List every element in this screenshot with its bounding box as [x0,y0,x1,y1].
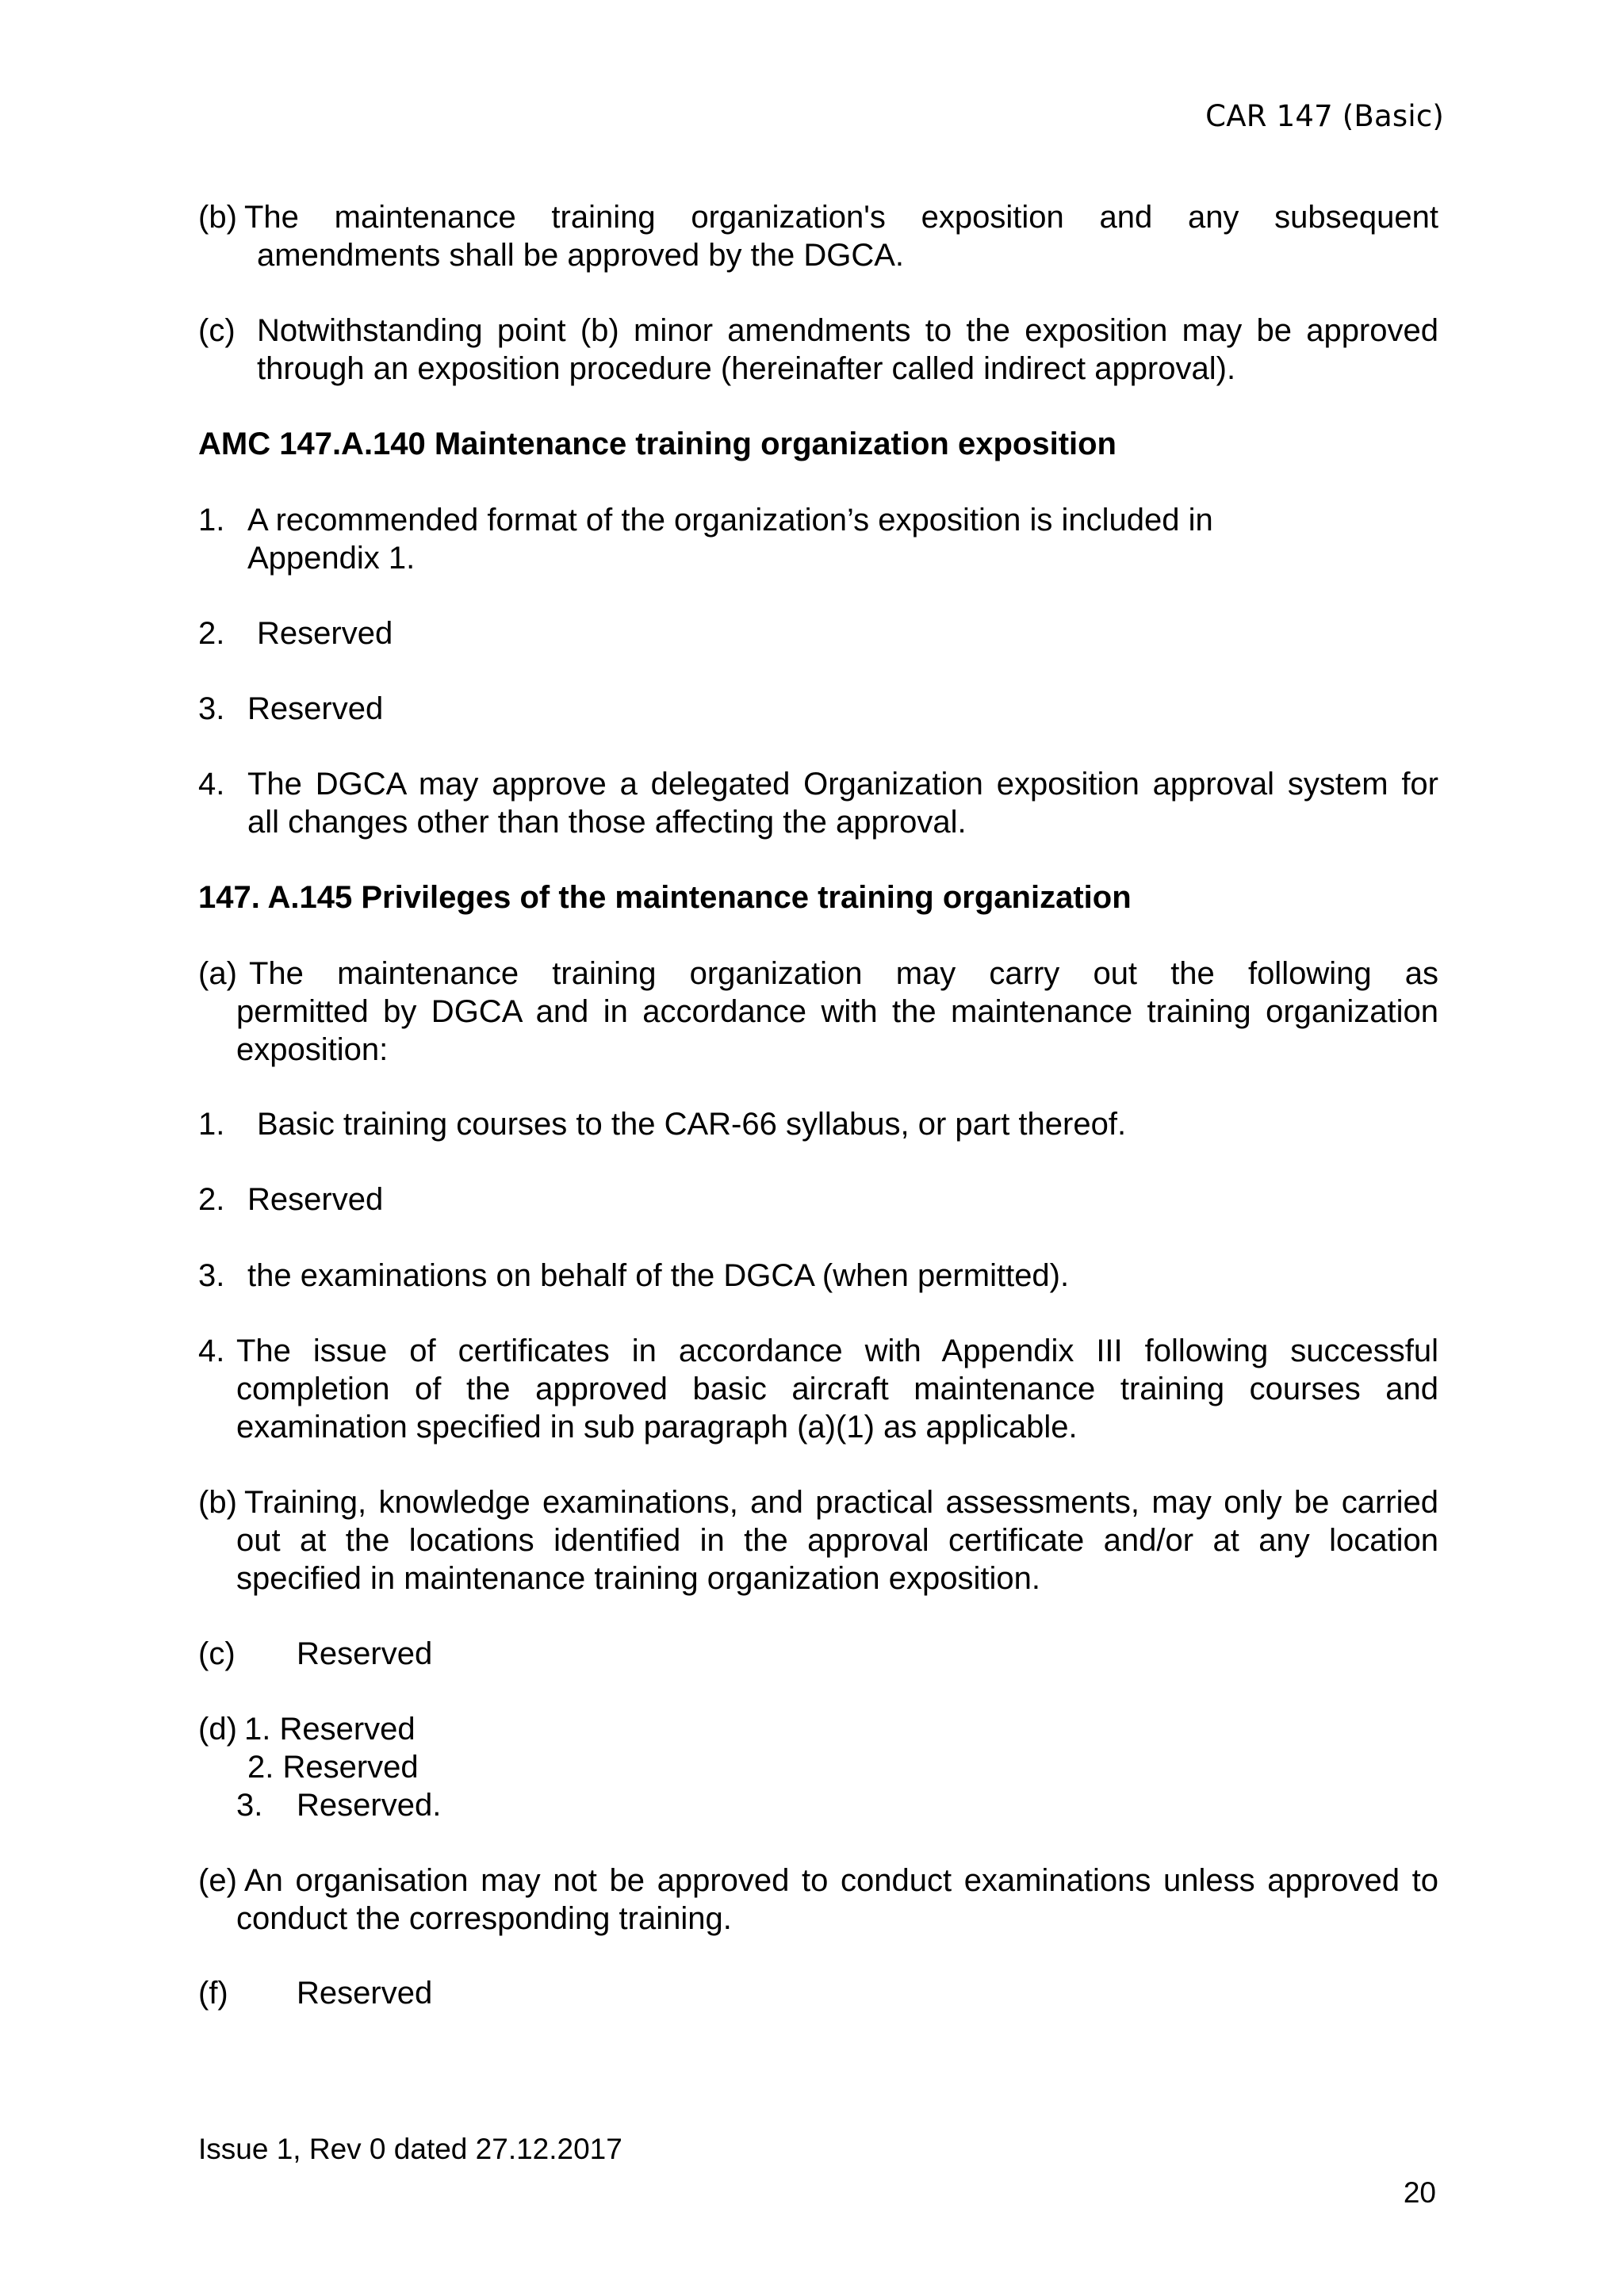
privilege-a [198,955,1438,1069]
list-line: Appendix 1. [247,541,416,576]
paragraph-line: Reserved [297,1976,433,2011]
privilege-item-3 [198,1257,1438,1295]
paragraph-b [198,198,1438,274]
privilege-item-4 [198,1332,1438,1446]
list-line: The DGCA may approve a delegated Organization exposition approval system for [247,767,1438,802]
list-number: 2. [198,616,225,651]
list-number: 4. [198,767,225,802]
paragraph-label: (c) [198,1636,236,1671]
list-line: Reserved [247,1182,384,1217]
list-line: completion of the approved basic aircraft maintenance training courses and [236,1372,1438,1406]
privilege-item-2 [198,1181,1438,1219]
amc-item-1 [198,501,1438,577]
privilege-f [198,1974,1438,2012]
document-header: CAR 147 (Basic) [1205,99,1444,133]
paragraph-label: (c) [198,313,236,348]
paragraph-line: exposition: [236,1032,389,1067]
amc-heading: AMC 147.A.140 Maintenance training organization exposition [198,427,1116,461]
privilege-b [198,1483,1438,1598]
list-line: Basic training courses to the CAR-66 syllabus, or part thereof. [257,1107,1127,1142]
list-line: A recommended format of the organization’s exposition is included in [247,503,1213,538]
privilege-d [198,1710,1438,1824]
paragraph-line: conduct the corresponding training. [236,1901,732,1936]
paragraph-line: Reserved [297,1636,433,1671]
sub-item: 2. Reserved [247,1750,419,1785]
list-number: 3. [198,1258,225,1293]
paragraph-line: amendments shall be approved by the DGCA. [257,238,904,273]
paragraph-c [198,312,1438,388]
amc-item-3 [198,690,1438,728]
list-line: all changes other than those affecting the approval. [247,805,967,840]
paragraph-line: Notwithstanding point (b) minor amendments to the exposition may be approved [257,313,1438,348]
privilege-c [198,1635,1438,1673]
paragraph-line: permitted by DGCA and in accordance with the maintenance training organization [236,994,1438,1029]
paragraph-label: (b) [198,200,237,235]
list-number: 4. [198,1334,225,1368]
list-number: 3. [198,691,225,726]
paragraph-label: (b) [198,1485,237,1520]
paragraph-label: (f) [198,1976,228,2011]
paragraph-line: through an exposition procedure (hereinafter called indirect approval). [257,351,1236,386]
amc-item-2 [198,614,1438,652]
sub-item: 1. Reserved [244,1712,416,1747]
paragraph-line: Training, knowledge examinations, and practical assessments, may only be carried [244,1485,1438,1520]
paragraph-line: out at the locations identified in the approval certificate and/or at any location [236,1523,1438,1558]
privilege-item-1 [198,1105,1438,1143]
paragraph-label: (d) [198,1712,237,1747]
list-number: 2. [198,1182,225,1217]
list-line: Reserved [247,691,384,726]
footer-issue: Issue 1, Rev 0 dated 27.12.2017 [198,2133,622,2165]
amc-item-4 [198,765,1438,841]
paragraph-line: An organisation may not be approved to conduct examinations unless approved to [244,1863,1438,1898]
paragraph-line: The maintenance training organization may carry out the following as [249,956,1438,991]
paragraph-label: (a) [198,956,237,991]
list-line: examination specified in sub paragraph (a)(1) as applicable. [236,1410,1078,1445]
sub-item: Reserved. [297,1788,442,1823]
sub-item-number: 3. [236,1788,263,1823]
list-number: 1. [198,503,225,538]
list-line: The issue of certificates in accordance with Appendix III following successful [236,1334,1438,1368]
privilege-e [198,1862,1438,1938]
list-number: 1. [198,1107,225,1142]
paragraph-line: specified in maintenance training organization exposition. [236,1561,1040,1596]
paragraph-label: (e) [198,1863,237,1898]
page-number: 20 [1403,2176,1436,2209]
list-line: the examinations on behalf of the DGCA (when permitted). [247,1258,1070,1293]
list-line: Reserved [257,616,393,651]
paragraph-line: The maintenance training organization's exposition and any subsequent [244,200,1438,235]
section-heading: 147. A.145 Privileges of the maintenance training organization [198,880,1132,915]
